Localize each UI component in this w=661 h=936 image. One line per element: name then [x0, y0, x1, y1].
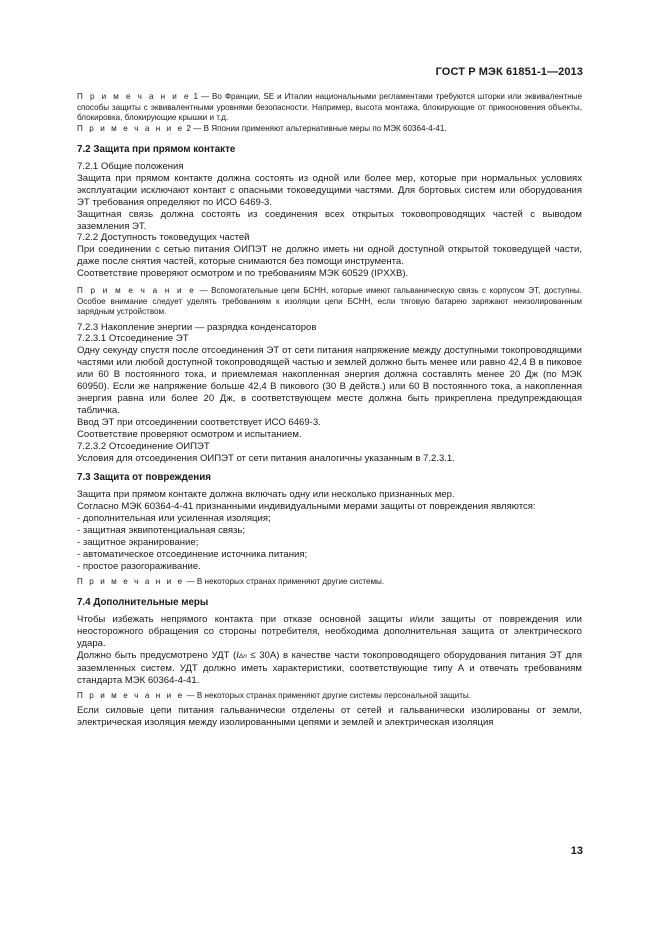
list-item: - защитное экранирование;: [77, 537, 199, 549]
subsection-7-2-2: 7.2.2 Доступность токоведущих частей: [77, 232, 250, 244]
list-item: - простое разогораживание.: [77, 560, 201, 572]
note-5: [77, 691, 582, 702]
paragraph: Соответствие проверяют осмотром и по требованиям МЭК 60529 (IPXXB).: [77, 268, 409, 280]
note-3: [77, 286, 582, 318]
section-heading-7-3: 7.3 Защита от повреждения: [77, 472, 211, 484]
note-text: — Вспомогательные цепи БСНН, которые имеют гальваническую связь с корпусом ЭТ, доступны. Особое внимание следует уделять требованиям к изоляции цепи БСНН, если тяговую батарею заряжают неизолированным зарядным устройством.: [77, 286, 582, 317]
subsection-7-2-3-1: 7.2.3.1 Отсоединение ЭТ: [77, 333, 189, 345]
paragraph: Защитная связь должна состоять из соединения всех открытых токовопроводящих частей с выводом заземления ЭТ.: [77, 208, 582, 232]
page-content: [77, 92, 582, 729]
note-text: 2 — В Японии применяют альтернативные меры по МЭК 60364-4-41.: [184, 123, 447, 133]
paragraph: [77, 650, 582, 687]
note-2: [77, 124, 582, 135]
note-label: П р и м е ч а н и е: [77, 123, 185, 133]
list-item: - дополнительная или усиленная изоляция;: [77, 513, 271, 525]
section-heading-7-4: 7.4 Дополнительные меры: [77, 597, 209, 609]
paragraph: Условия для отсоединения ОИПЭТ от сети питания аналогичны указанным в 7.2.3.1.: [77, 452, 455, 464]
paragraph: Одну секунду спустя после отсоединения ЭТ от сети питания напряжение между доступными токопроводящими частями или любой доступной токопроводящей частью и землей должно быть менее или равно 42,4 В в пиковое или 60 В постоянного тока, и приемлемая накопленная энергия должна составлять менее 20 Дж (по МЭК 60950). Если же напряжение больше 42,4 В пикового (30 В действ.) или 60 В постоянного тока, а накопленная энергия равна или более 20 Дж, в соответствующем месте должна быть прикреплена предупреждающая табличка.: [77, 345, 582, 416]
subsection-7-2-3: 7.2.3 Накопление энергии — разрядка конденсаторов: [77, 321, 317, 333]
paragraph: Соответствие проверяют осмотром и испытанием.: [77, 428, 302, 440]
note-1: [77, 92, 582, 124]
list-item: - защитная эквипотенциальная связь;: [77, 525, 246, 537]
note-text: 1 — Во Франции, SE и Италии национальными регламентами требуются шторки или эквивалентные способы защиты с эквивалентными уровнями безопасности. Например, высота монтажа, блокирующие от прикосновения объекты, блокировка, блокирующие крышки и т.д.: [77, 92, 582, 122]
current-subscript: Δn: [238, 653, 247, 660]
paragraph: Ввод ЭТ при отсоединении соответствует ИСО 6469-3.: [77, 416, 321, 428]
text-run: ≤ 30А) в качестве части токопроводящего оборудования питания ЭТ для заземленных систем. УДТ должно иметь характеристики, соответствующие типу А и отвечать требованиям стандарта МЭК 60364-4-41.: [77, 650, 583, 686]
note-text: — В некоторых странах применяют другие системы.: [184, 576, 385, 586]
current-symbol: I: [236, 650, 239, 661]
list-item: - автоматическое отсоединение источника питания;: [77, 548, 308, 560]
paragraph: Защита при прямом контакте должна состоять из одной или более мер, которые при нормальных условиях эксплуатации исключают контакт с опасными токоведущими частями. Для бортовых систем или оборудования ЭТ требования определяют по ИСО 6469-3.: [77, 172, 582, 208]
note-label: П р и м е ч а н и е: [77, 92, 191, 101]
page-number: 13: [570, 845, 583, 857]
paragraph: При соединении с сетью питания ОИПЭТ не должно иметь ни одной доступной открытой токоведущей части, даже после снятия частей, которые снимаются без помощи инструмента.: [77, 244, 582, 268]
note-label: П р и м е ч а н и е: [77, 576, 185, 586]
note-text: — В некоторых странах применяют другие системы персональной защиты.: [184, 690, 471, 700]
section-heading-7-2: 7.2 Защита при прямом контакте: [77, 144, 236, 155]
text-run: Должно быть предусмотрено УДТ (: [77, 650, 237, 661]
paragraph: Чтобы избежать непрямого контакта при отказе основной защиты и/или защиты от повреждения или неосторожного обращения со стороны потребителя, необходима дополнительная защита от электрического удара.: [77, 614, 582, 650]
standard-header: ГОСТ Р МЭК 61851-1—2013: [435, 66, 583, 78]
subsection-7-2-3-2: 7.2.3.2 Отсоединение ОИПЭТ: [77, 440, 210, 452]
note-4: [77, 577, 582, 588]
note-label: П р и м е ч а н и е: [77, 286, 196, 296]
paragraph: Согласно МЭК 60364-4-41 признанными индивидуальными мерами защиты от повреждения являются:: [77, 501, 536, 513]
paragraph: Защита при прямом контакте должна включать одну или несколько признанных мер.: [77, 489, 455, 501]
note-label: П р и м е ч а н и е: [77, 690, 185, 700]
subsection-7-2-1: 7.2.1 Общие положения: [77, 161, 184, 172]
paragraph: Если силовые цепи питания гальванически отделены от сетей и гальванически изолированы от земли, электрическая изоляция между изолированными цепями и землей и электрическая изоляция: [77, 705, 582, 729]
